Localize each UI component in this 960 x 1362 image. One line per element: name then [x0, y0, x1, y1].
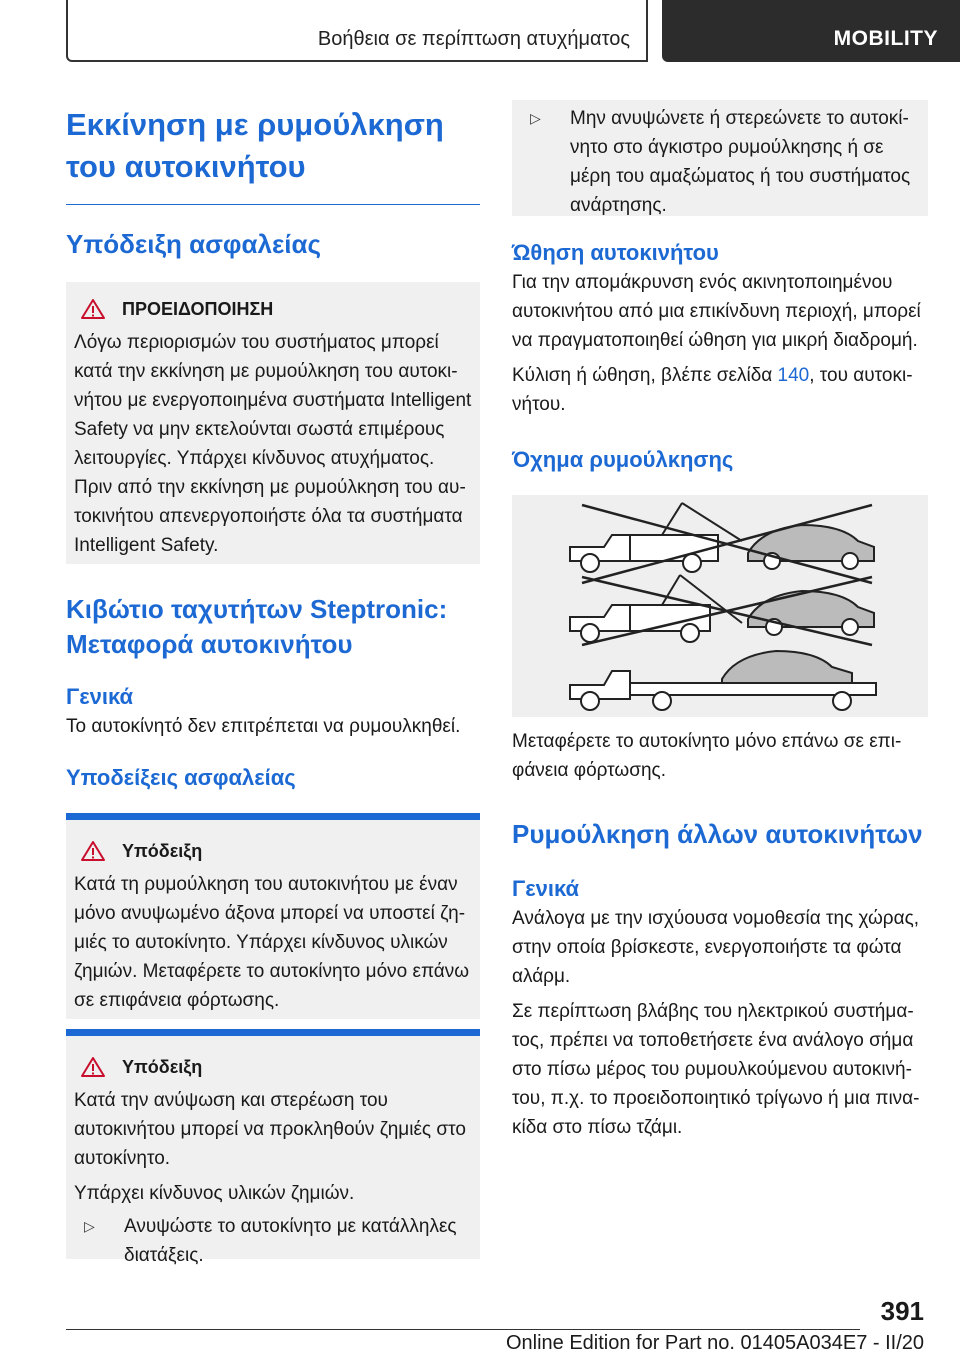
bullet-triangle-icon: ▷: [84, 1218, 95, 1234]
warning-text: Λόγω περιορισμών του συστήματος μπορεί κατά την εκκίνηση με ρυμούλκηση του αυτοκινήτου με ενεργοποιημένα συστήματα Intelligent Safety να μην εκτελούνται σωστά επιμέρους λειτουργίες. Υπάρχει κίνδυνος ατυχήματος.: [74, 332, 472, 469]
safety-notes-heading: Υποδείξεις ασφαλείας: [66, 765, 296, 790]
note-box: [66, 813, 480, 1019]
note-text: Υπάρχει κίνδυνος υλικών ζημιών.: [74, 1183, 355, 1204]
towtruck-heading: Όχημα ρυμούλκησης: [512, 447, 734, 472]
warning-text: Πριν από την εκκίνηση με ρυμούλκηση του αυτοκινήτου απενεργοποιήστε όλα τα συστήματα Intelligent Safety.: [74, 477, 466, 556]
header-section-box: [66, 0, 648, 62]
push-text: Για την απομάκρυνση ενός ακινητοποιημένου αυτοκινήτου από μια επικίνδυνη περιοχή, μπορεί να πραγματοποιηθεί ώθηση για μικρή διαδρομή.: [512, 272, 921, 351]
page-number: 391: [880, 1296, 924, 1326]
note-title: Υπόδειξη: [122, 840, 203, 861]
general-text: Ανάλογα με την ισχύουσα νομοθεσία της χώρας, στην οποία βρίσκεστε, ενεργοποιήστε τα φώτα αλάρμ.: [512, 908, 920, 987]
right-column: [512, 100, 928, 1142]
footer-edition: Online Edition for Part no. 01405A034E7 - II/20: [505, 1332, 924, 1354]
header-tab-label: MOBILITY: [833, 27, 938, 50]
header-section-title: Βοήθεια σε περίπτωση ατυχήματος: [317, 28, 630, 50]
note-box-continued: [512, 100, 928, 216]
bullet-item: [74, 1212, 472, 1270]
towtruck-caption: Μεταφέρετε το αυτοκίνητο μόνο επάνω σε επιφάνεια φόρτωσης.: [512, 731, 902, 781]
warning-triangle-icon: [80, 298, 106, 320]
page-title: Εκκίνηση με ρυμούλκηση του αυτοκινήτου: [66, 107, 444, 184]
warning-box: [66, 282, 480, 564]
left-column: [66, 100, 480, 1266]
safety-heading: Υπόδειξη ασφαλείας: [66, 229, 322, 259]
general-heading: Γενικά: [66, 684, 134, 709]
warning-triangle-icon: [80, 840, 106, 862]
note-text: Κατά την ανύψωση και στερέωση του αυτοκινήτου μπορεί να προκληθούν ζημιές στο αυτοκίνητο.: [74, 1090, 466, 1169]
push-text: Κύλιση ή ώθηση, βλέπε σελίδα 140, του αυτοκινήτου.: [512, 365, 913, 415]
flatbed-truck-row: [570, 651, 876, 710]
header-tab[interactable]: [662, 0, 960, 62]
general-heading: Γενικά: [512, 876, 580, 901]
bullet-text: Μην ανυψώνετε ή στερεώνετε το αυτοκίνητο στο άγκιστρο ρυμούλκησης ή σε μέρη του αμαξώματος ή του συστήματος ανάρτησης.: [570, 108, 911, 216]
towing-diagram-svg: [512, 495, 928, 717]
warning-triangle-icon: [80, 1056, 106, 1078]
bullet-text: Ανυψώστε το αυτοκίνητο με κατάλληλες διατάξεις.: [124, 1216, 457, 1266]
general-text: Σε περίπτωση βλάβης του ηλεκτρικού συστήματος, πρέπει να τοποθετήσετε ένα ανάλογο σήμα στο πίσω μέρος του ρυμουλκούμενου αυτοκινήτου, π.χ. το προειδοποιητικό τρίγωνο ή μια πινακίδα στο πίσω τζάμι.: [512, 1001, 920, 1138]
steptronic-heading: Κιβώτιο ταχυτήτων Steptronic: Μεταφορά αυτοκινήτου: [66, 594, 448, 659]
page-link[interactable]: 140: [777, 365, 810, 386]
tow-others-heading: Ρυμούλκηση άλλων αυτοκινήτων: [512, 819, 923, 849]
bullet-item: [520, 104, 920, 220]
towing-illustration: [512, 495, 928, 717]
general-text: Το αυτοκίνητό δεν επιτρέπεται να ρυμουλκηθεί.: [66, 716, 461, 737]
note-title: Υπόδειξη: [122, 1056, 203, 1077]
footer-divider: [66, 1329, 860, 1330]
title-divider: [66, 204, 480, 205]
note-box: [66, 1029, 480, 1266]
warning-title: ΠΡΟΕΙΔΟΠΟΙΗΣΗ: [122, 298, 274, 319]
bullet-triangle-icon: ▷: [530, 110, 541, 126]
note-text: Κατά τη ρυμούλκηση του αυτοκινήτου με έναν μόνο ανυψωμένο άξονα μπορεί να υποστεί ζημιές το αυτοκίνητο. Υπάρχει κίνδυνος υλικών ζημιών. Μεταφέρετε το αυτοκίνητο μόνο επάνω σε επιφάνεια φόρτωσης.: [74, 874, 470, 1011]
push-heading: Ώθηση αυτοκινήτου: [512, 240, 719, 265]
